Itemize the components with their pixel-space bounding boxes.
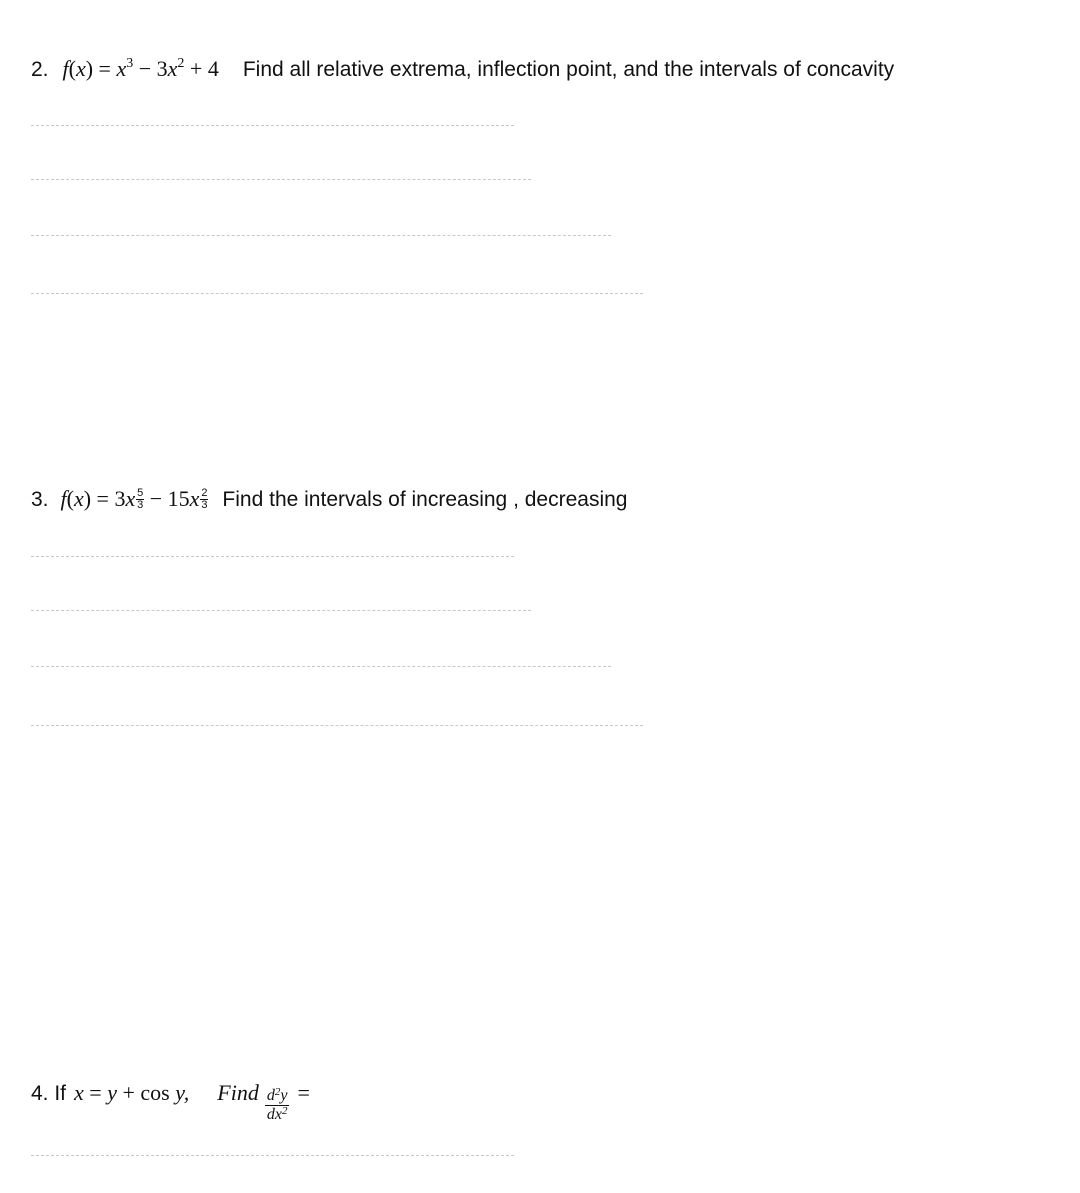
answer-line — [31, 666, 611, 667]
exponent-fraction: $\frac{5}{3}$ — [137, 487, 144, 511]
q3-function: f(x) = 3x $\frac{5}{3}$ − 15x $\frac{2}{3}$ — [60, 486, 208, 511]
q4-number: 4. If — [31, 1082, 67, 1105]
answer-line — [31, 725, 643, 726]
q2-number: 2. — [31, 58, 49, 81]
answer-line — [31, 610, 531, 611]
q2-prompt: Find all relative extrema, inflection point, and the intervals of concavity — [242, 58, 895, 81]
q4-equals: = — [297, 1080, 310, 1105]
q3-prompt: Find the intervals of increasing , decreasing — [222, 488, 628, 511]
question-2 — [31, 56, 894, 82]
second-derivative-fraction: $\frac{d^2y}{dx^2}$ — [266, 1086, 288, 1123]
q3-number: 3. — [31, 488, 49, 511]
question-3 — [31, 486, 627, 512]
q4-equation: x = y + cos y, — [74, 1080, 190, 1105]
answer-line — [31, 556, 514, 557]
answer-line — [31, 235, 611, 236]
answer-line — [31, 1155, 514, 1156]
answer-line — [31, 293, 643, 294]
exponent-fraction: $\frac{2}{3}$ — [201, 487, 208, 511]
question-4 — [31, 1080, 310, 1124]
answer-line — [31, 179, 531, 180]
answer-line — [31, 125, 514, 126]
q2-function: $f(x) = x^3 - 3x^2 + 4$ — [62, 56, 219, 81]
q4-find: Find — [217, 1080, 259, 1105]
